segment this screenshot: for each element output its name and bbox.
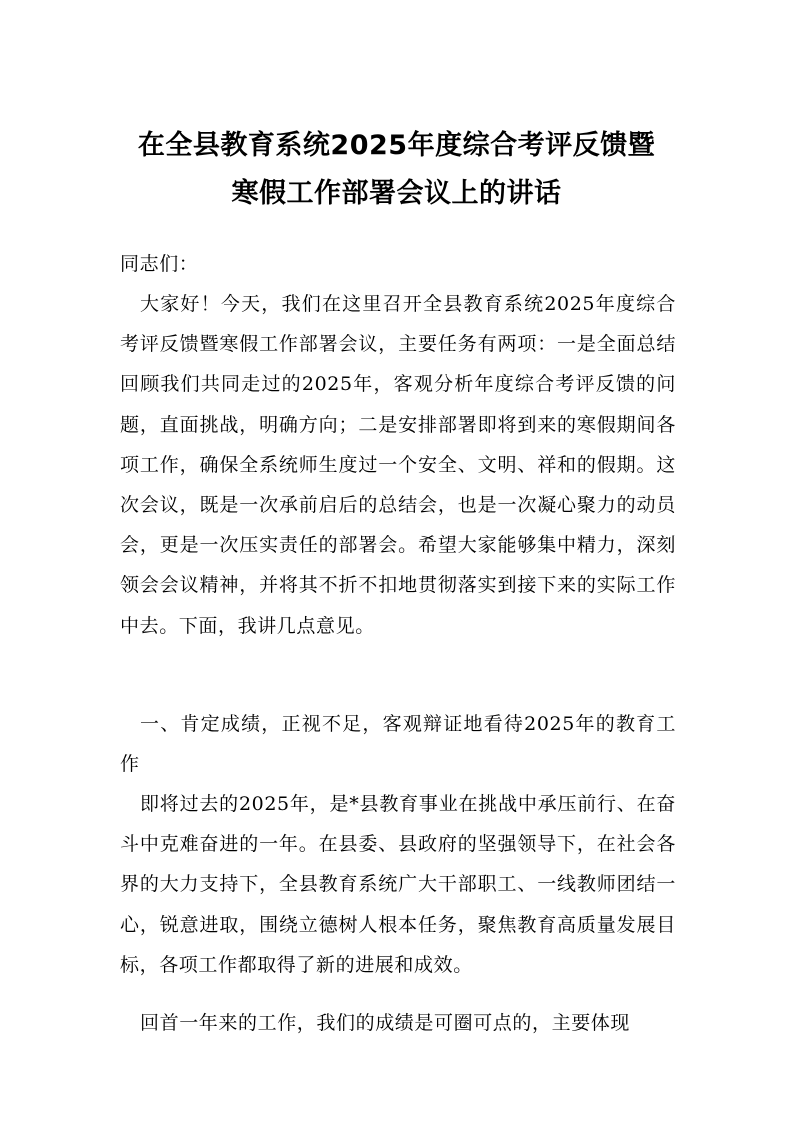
document-title-line-1: 在全县教育系统2025年度综合考评反馈暨 [137, 130, 656, 161]
paragraph-opening: 大家好！今天，我们在这里召开全县教育系统2025年度综合考评反馈暨寒假工作部署会议，主要任务有两项：一是全面总结回顾我们共同走过的2025年，客观分析年度综合考评反馈的问题，直面挑战，明确方向；二是安排部署即将到来的寒假期间各项工作，确保全系统师生度过一个安全、文明、祥和的假期。这次会议，既是一次承前启后的总结会，也是一次凝心聚力的动员会，更是一次压实责任的部署会。希望大家能够集中精力，深刻领会会议精神，并将其不折不扣地贯彻落实到接下来的实际工作中去。下面，我讲几点意见。 [120, 293, 676, 637]
paragraph-achievements: 回首一年来的工作，我们的成绩是可圈可点的，主要体现 [140, 1012, 631, 1034]
document-title-line-2: 寒假工作部署会议上的讲话 [231, 178, 562, 209]
section-heading-1: 一、肯定成绩，正视不足，客观辩证地看待2025年的教育工作 [120, 713, 676, 776]
paragraph-review: 即将过去的2025年，是*县教育事业在挑战中承压前行、在奋斗中克难奋进的一年。在县委、县政府的坚强领导下，在社会各界的大力支持下，全县教育系统广大干部职工、一线教师团结一心，锐意进取，围绕立德树人根本任务，聚焦教育高质量发展目标，各项工作都取得了新的进展和成效。 [120, 793, 676, 976]
salutation: 同志们： [120, 253, 199, 275]
